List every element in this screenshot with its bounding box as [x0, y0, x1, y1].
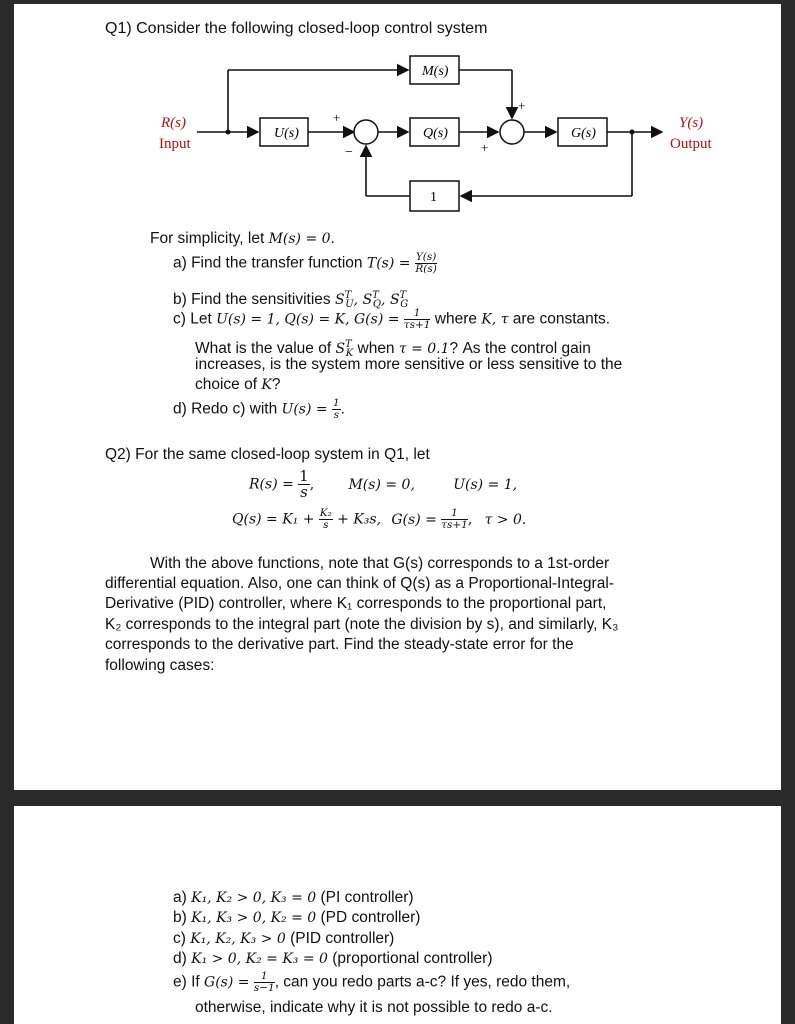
q2-case-e-line2: otherwise, indicate why it is not possible to redo a-c. — [195, 999, 553, 1016]
input-label: R(s) — [161, 115, 186, 131]
sign-minus-1: − — [345, 145, 353, 160]
summing-junction-2 — [500, 120, 524, 144]
q2-eq-line2: Q(s) = K₁ + $\frac{\text{K₂}}{s}$ + K₃s, G(s) = $\frac{1}{\tau s+1}$ , τ > 0. — [232, 507, 527, 531]
q2-eq-line1: R(s) = $\frac{1}{s}$ , M(s) = 0, U(s) = 1, — [249, 467, 518, 501]
sign-plus-3: + — [481, 140, 489, 155]
q2-body-line5: corresponds to the derivative part. Find the steady-state error for the — [105, 636, 574, 653]
q2-body-line4: K₂ corresponds to the integral part (note the division by s), and similarly, K₃ — [105, 616, 619, 633]
q2-case-c: c) K₁, K₂, K₃ > 0 (PID controller) — [173, 930, 395, 947]
q2-body-line3: Derivative (PID) controller, where K₁ corresponds to the proportional part, — [105, 595, 607, 612]
q1-part-c-line4: choice of K? — [195, 376, 281, 393]
output-caption: Output — [670, 136, 712, 152]
block-q-label: Q(s) — [423, 126, 448, 141]
block-feedback-label: 1 — [430, 190, 437, 205]
q2-case-b: b) K₁, K₃ > 0, K₂ = 0 (PD controller) — [173, 909, 421, 926]
q2-body-line6: following cases: — [105, 657, 215, 674]
q1-part-c: c) Let U(s) = 1, Q(s) = K, G(s) = $\frac{1}{\tau s+1}$ where K, τ are constants. — [173, 307, 611, 331]
block-m-label: M(s) — [422, 64, 449, 79]
q1-part-a: a) Find the transfer function T(s) = $\frac{Y(s)}{R(s)}$ — [173, 251, 437, 275]
block-g-label: G(s) — [571, 126, 596, 141]
q1-intro: For simplicity, let M(s) = 0. — [150, 230, 336, 247]
sign-plus-1: + — [333, 110, 341, 125]
q2-body-line2: differential equation. Also, one can think of Q(s) as a Proportional-Integral- — [105, 575, 614, 592]
q1-part-b: b) Find the sensitivities $S^T_U$, $S^T_Q$, $S^T_G$ — [173, 290, 409, 310]
q2-case-d: d) K₁ > 0, K₂ = K₃ = 0 (proportional controller) — [173, 950, 493, 967]
q1-part-c-line3: increases, is the system more sensitive or less sensitive to the — [195, 356, 623, 373]
output-label: Y(s) — [679, 115, 704, 131]
q1-part-c-line2: What is the value of $S^T_K$ when τ = 0.1? As the control gain — [195, 339, 591, 359]
q2-body-line1: With the above functions, note that G(s) corresponds to a 1st-order — [150, 555, 610, 572]
q2-case-a: a) K₁, K₂ > 0, K₃ = 0 (PI controller) — [173, 889, 414, 906]
q1-title: Q1) Consider the following closed-loop control system — [105, 20, 488, 37]
q2-case-e: e) If G(s) = $\frac{1}{s-1}$ , can you redo parts a-c? If yes, redo them, — [173, 970, 571, 994]
document-page-2 — [14, 806, 781, 1024]
q1-part-d: d) Redo c) with U(s) = $\frac{1}{s}$ . — [173, 397, 345, 421]
block-diagram — [14, 48, 781, 228]
sign-plus-2: + — [518, 98, 526, 113]
input-caption: Input — [159, 136, 191, 152]
document-page-1 — [14, 4, 781, 790]
block-u-label: U(s) — [274, 126, 299, 141]
summing-junction-1 — [354, 120, 378, 144]
q2-title: Q2) For the same closed-loop system in Q1, let — [105, 446, 430, 463]
